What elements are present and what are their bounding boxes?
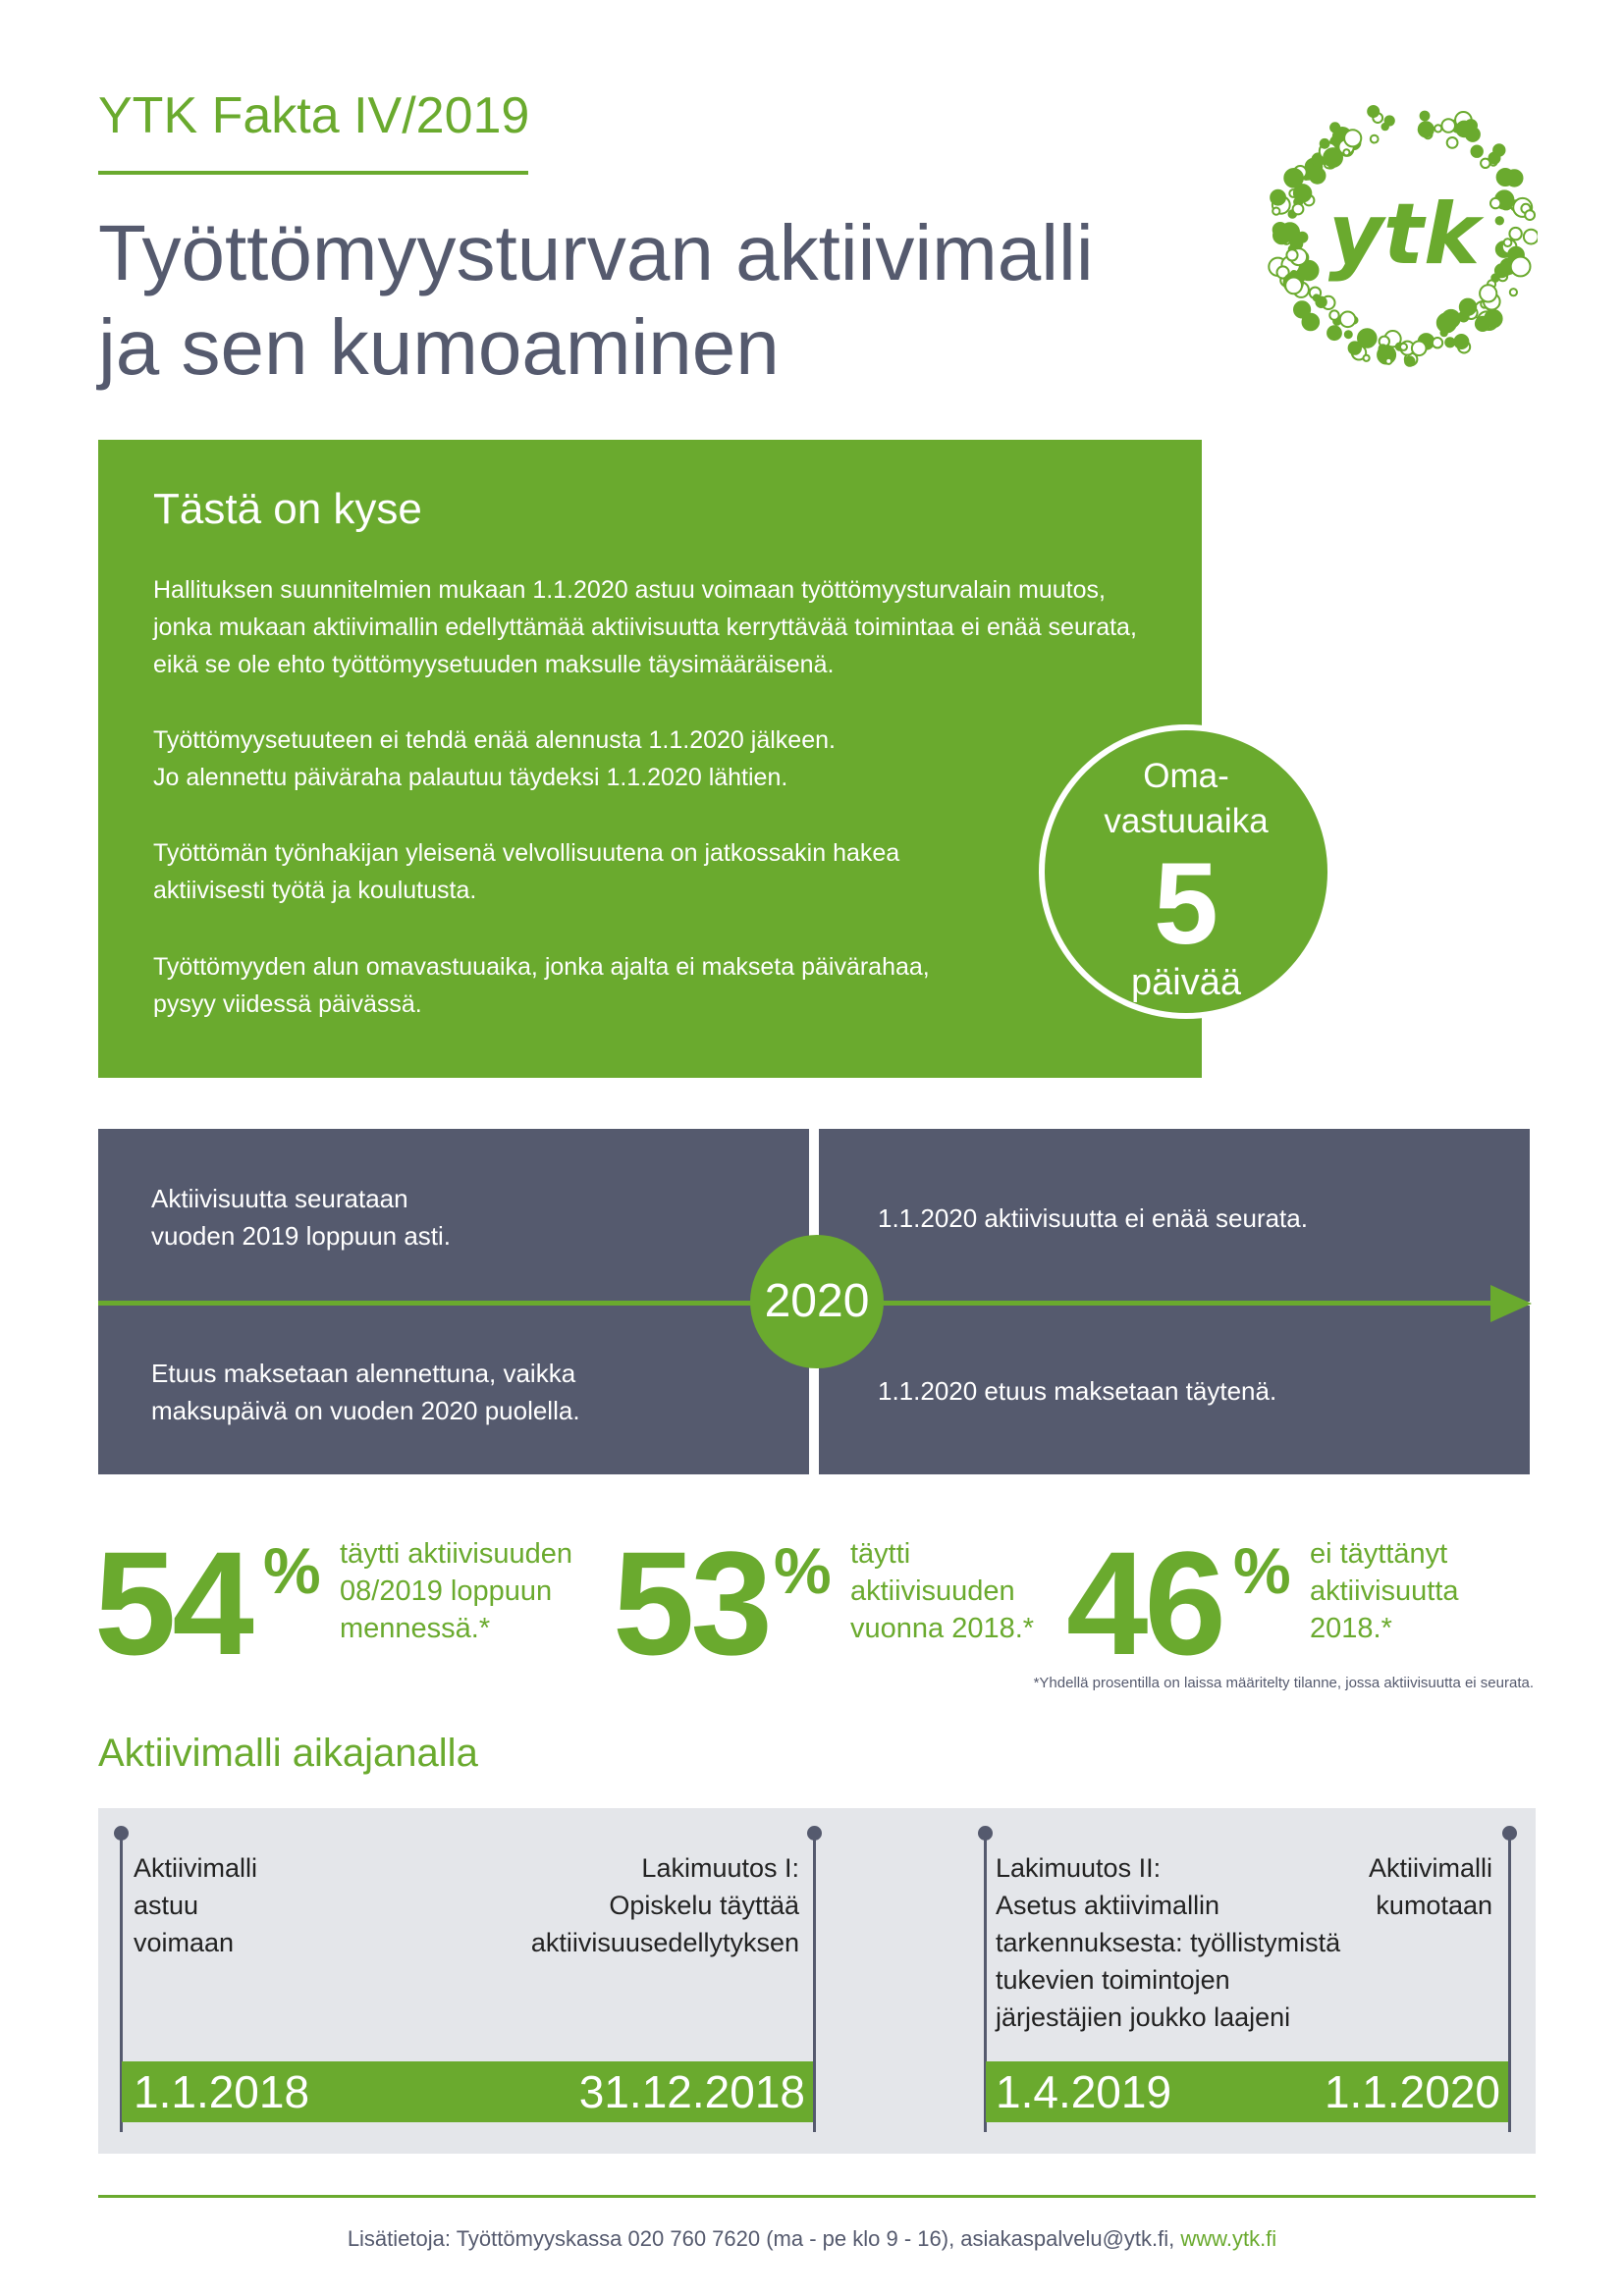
footer-contact-text: Lisätietoja: Työttömyyskassa 020 760 7620 (ma - pe klo 9 - 16), asiakaspalvelu@ytk.fi, [347,2226,1181,2251]
stat-3-text [1310,1535,1459,1647]
timeline-event-2-line2: Opiskelu täyttää [609,1891,799,1920]
timeline-date-3: 1.4.2019 [996,2066,1172,2117]
stat-2-line3: vuonna 2018.* [850,1613,1035,1644]
logo-bubble [1371,135,1379,143]
logo-bubble [1382,124,1388,130]
logo-bubble [1421,112,1430,121]
timeline-event-3-line3: tarkennuksesta: työllistymistä [996,1928,1341,1957]
intro-paragraph-2 [153,721,1155,796]
logo-bubble [1511,257,1531,277]
logo-bubble [1310,168,1326,184]
logo-bubble [1380,345,1387,352]
timeline-marker-line [1508,1834,1511,2132]
timeline-period-bar-2018 [122,2061,813,2122]
omavastuuaika-number: 5 [1154,839,1218,969]
intro-p1-line3: eikä se ole ehto työttömyysetuuden maksulle täysimääräisenä. [153,651,835,678]
intro-heading: Tästä on kyse [153,485,422,533]
page-title-line-2: ja sen kumoaminen [98,303,780,391]
stat-1-line3: mennessä.* [340,1613,491,1644]
logo-bubble [1344,130,1361,146]
logo-bubble [1368,106,1379,117]
arrow-right-icon [1490,1285,1532,1322]
intro-section [98,440,1202,1078]
logo-bubble [1345,331,1352,338]
omavastuuaika-label-line1: Oma- [1143,757,1229,795]
intro-p1-line2: jonka mukaan aktiivimallin edellyttämää aktiivisuutta kerryttävää toimintaa ei enää seurata, [153,614,1137,641]
logo-bubble [1293,204,1304,215]
logo-bubble [1329,310,1338,319]
timeline-event-1-line2: astuu [134,1891,199,1920]
omavastuuaika-unit: päivää [1131,962,1241,1003]
logo-bubble [1327,326,1341,340]
timeline-event-3-text [996,1849,1340,2036]
page-title-line-1: Työttömyysturvan aktiivimalli [98,209,1094,296]
stat-3-line2: aktiivisuutta [1310,1575,1459,1607]
timeline-event-4-line1: Aktiivimalli [1368,1853,1492,1883]
logo-bubble [1400,344,1407,350]
logo-bubble [1510,289,1517,295]
logo-bubble [1490,198,1500,208]
panel-after-top-text: 1.1.2020 aktiivisuutta ei enää seurata. [878,1203,1308,1233]
panel-before-bottom-line2: maksupäivä on vuoden 2020 puolella. [151,1396,580,1425]
timeline-event-3-line5: järjestäjien joukko laajeni [996,2002,1291,2032]
timeline-event-3-line1: Lakimuutos II: [996,1853,1162,1883]
logo-bubble [1465,120,1477,132]
logo-bubble [1489,153,1500,164]
timeline-marker-line [813,1834,816,2132]
logo-text: ytk [1327,186,1481,284]
timeline-event-1-line1: Aktiivimalli [134,1853,258,1883]
timeline-date-2: 31.12.2018 [578,2066,805,2117]
timeline-event-2-line1: Lakimuutos I: [641,1853,799,1883]
logo-bubble [1459,312,1469,322]
logo-bubble [1454,335,1468,348]
year-badge: 2020 [750,1235,884,1368]
logo-bubble [1447,137,1458,148]
timeline-event-4-text [1369,1849,1492,1924]
intro-p3-line2: aktiivisesti työtä ja koulutusta. [153,877,477,904]
ytk-logo [1267,98,1538,369]
stat-1-number: 54 [94,1521,250,1685]
logo-bubble [1405,356,1414,365]
omavastuuaika-label [1045,754,1327,844]
logo-bubble [1412,342,1427,356]
intro-p3-line1: Työttömän työnhakijan yleisenä velvollisuutena on jatkossakin hakea [153,839,900,867]
stat-1-text [340,1535,572,1647]
logo-bubble [1358,329,1377,347]
logo-bubble [1497,169,1514,186]
logo-bubble [1340,312,1356,328]
panel-before-top-line2: vuoden 2019 loppuun asti. [151,1221,452,1251]
logo-bubble [1509,228,1521,240]
intro-p4-line2: pysyy viidessä päivässä. [153,990,422,1018]
logo-bubble [1442,310,1460,328]
logo-bubble [1294,301,1310,317]
timeline-date-1: 1.1.2018 [134,2066,310,2117]
timeline-event-2-line3: aktiivisuusedellytyksen [530,1928,799,1957]
timeline-event-4-line2: kumotaan [1376,1891,1492,1920]
page-title [98,206,1094,395]
logo-bubble [1291,271,1297,277]
panel-after-top [819,1129,1530,1302]
stats-footnote: *Yhdellä prosentilla on laissa määritelty tilanne, jossa aktiivisuutta ei seurata. [1033,1675,1534,1691]
stat-2-line2: aktiivisuuden [850,1575,1015,1607]
timeline-section [98,1808,1536,2154]
logo-bubble [1364,355,1370,361]
timeline-event-3-line4: tukevien toimintojen [996,1965,1230,1995]
logo-bubble [1321,139,1329,148]
timeline-event-3-line2: Asetus aktiivimallin [996,1891,1220,1920]
logo-bubble [1485,310,1501,327]
timeline-date-4: 1.1.2020 [1324,2066,1500,2117]
footer-divider [98,2195,1536,2198]
timeline-event-1-text [134,1849,257,1961]
document-kicker: YTK Fakta IV/2019 [98,87,530,144]
stat-3-line3: 2018.* [1310,1613,1392,1644]
omavastuuaika-label-line2: vastuuaika [1104,802,1269,840]
logo-bubble [1445,338,1454,347]
panel-before-bottom-text [151,1355,580,1429]
logo-bubble [1524,230,1538,244]
panel-after-bottom [819,1306,1530,1474]
logo-bubble [1316,297,1326,307]
ytk-logo-bubble-ring-icon [1267,98,1538,369]
panel-before-top [98,1129,809,1302]
logo-bubble [1324,148,1342,167]
stat-2-percent: % [774,1534,832,1607]
timeline-event-2-text [531,1849,799,1961]
logo-bubble [1433,338,1442,347]
logo-bubble [1286,249,1297,260]
logo-bubble [1284,169,1303,187]
intro-paragraph-4 [153,948,1155,1023]
stat-2-number: 53 [613,1521,769,1685]
intro-paragraph-3 [153,834,1155,909]
logo-bubble [1272,208,1279,215]
logo-bubble [1441,119,1455,133]
stat-2-line1: täytti [850,1538,911,1570]
panel-before-bottom-line1: Etuus maksetaan alennettuna, vaikka [151,1359,576,1388]
footer-contact [0,2226,1624,2252]
stat-3-number: 46 [1066,1521,1222,1685]
logo-bubble [1441,330,1447,336]
logo-bubble [1435,125,1441,132]
logo-bubble [1419,122,1434,136]
timeline-heading: Aktiivimalli aikajanalla [98,1732,478,1775]
panel-before-bottom [98,1306,809,1474]
intro-p1-line1: Hallituksen suunnitelmien mukaan 1.1.2020 astuu voimaan työttömyysturvalain muutos, [153,576,1106,604]
stat-1-line2: 08/2019 loppuun [340,1575,553,1607]
logo-bubble [1271,190,1285,205]
logo-bubble [1385,358,1391,364]
footer-website-link[interactable]: www.ytk.fi [1180,2226,1277,2251]
stat-3-percent: % [1233,1534,1291,1607]
stat-2-text [850,1535,1034,1647]
logo-bubble [1273,223,1287,237]
logo-bubble [1525,210,1535,220]
panel-before-top-line1: Aktiivisuutta seurataan [151,1184,408,1213]
header-divider [98,171,528,175]
logo-bubble [1343,149,1349,155]
stat-1-percent: % [263,1534,321,1607]
logo-bubble [1472,146,1483,157]
timeline-event-1-line3: voimaan [134,1928,235,1957]
panel-after-bottom-text: 1.1.2020 etuus maksetaan täytenä. [878,1376,1277,1406]
logo-bubble [1504,239,1512,246]
stat-3-line1: ei täyttänyt [1310,1538,1448,1570]
panel-before-top-text [151,1180,451,1255]
logo-bubble [1285,278,1302,294]
omavastuuaika-badge [1039,724,1333,1019]
intro-p2-line1: Työttömyysetuuteen ei tehdä enää alennusta 1.1.2020 jälkeen. [153,726,836,754]
stat-1-line1: täytti aktiivisuuden [340,1538,572,1570]
timeline-period-bar-2019 [986,2061,1508,2122]
intro-paragraph-1 [153,571,1155,683]
intro-p2-line2: Jo alennettu päiväraha palautuu täydeksi 1.1.2020 lähtien. [153,764,788,791]
logo-bubble [1496,217,1503,224]
logo-bubble [1480,285,1496,301]
logo-bubble [1491,274,1498,281]
intro-p4-line1: Työttömyyden alun omavastuuaika, jonka ajalta ei makseta päivärahaa, [153,953,930,981]
